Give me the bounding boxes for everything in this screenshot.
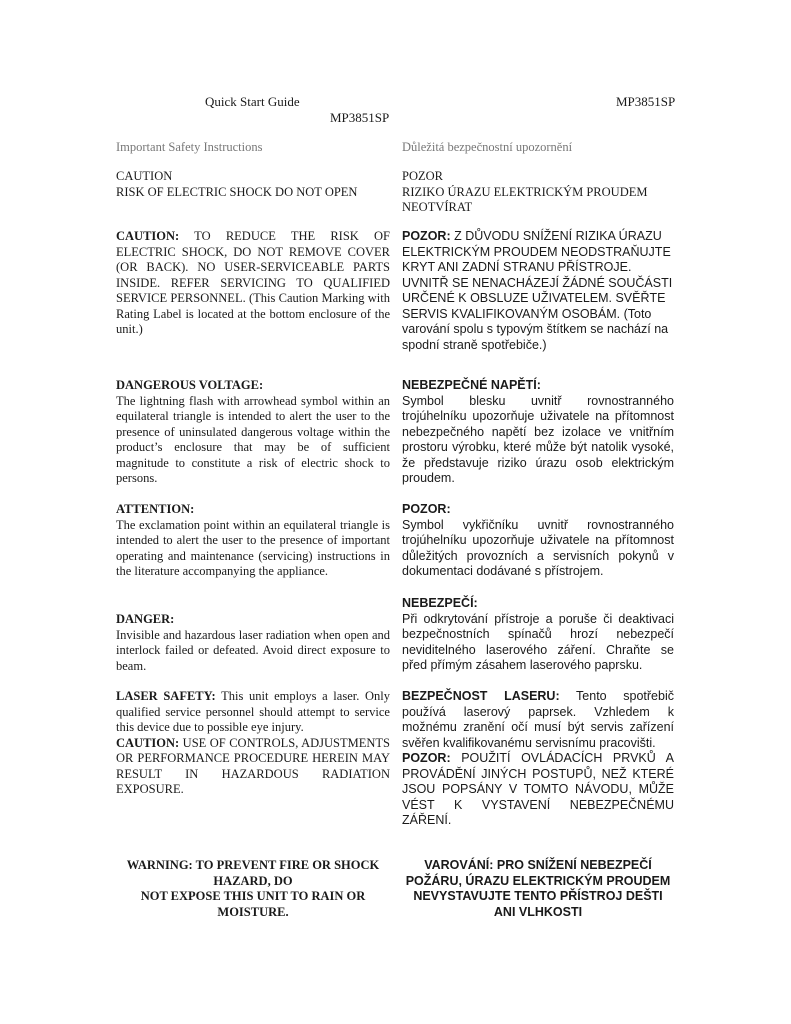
pozor2-text: Symbol vykřičníku uvnitř rovnostranného trojúhelníku upozorňuje uživatele na přítomnost důležitých provozních a servisních pokynů v dokumentaci dodávané s přístrojem.	[402, 517, 674, 578]
pozor3-text: POUŽITÍ OVLÁDACÍCH PRVKŮ A PROVÁDĚNÍ JINÝCH POSTUPŮ, NEŽ KTERÉ JSOU POPSÁNY V TOMTO NÁVODU, MŮŽE VÉST K VYSTAVENÍ NEBEZPEČNÉMU ZÁŘENÍ.	[402, 751, 674, 827]
left-section-title: Important Safety Instructions	[116, 140, 263, 154]
model-number-right: MP3851SP	[616, 94, 676, 109]
right-nebezpeci	[402, 596, 674, 674]
caution-heading: CAUTION	[116, 169, 173, 183]
caution2-label: CAUTION:	[116, 735, 180, 750]
varovani-line-2: NEVYSTAVUJTE TENTO PŘÍSTROJ DEŠTI ANI VLHKOSTI	[413, 889, 663, 919]
napeti-heading: NEBEZPEČNÉ NAPĚTÍ:	[402, 378, 541, 392]
left-dangerous-voltage	[116, 378, 390, 487]
right-napeti	[402, 378, 674, 487]
left-danger	[116, 612, 390, 674]
attention-heading: ATTENTION:	[116, 502, 195, 516]
left-caution-block	[116, 169, 390, 200]
right-pozor-block	[402, 169, 674, 216]
caution-label: CAUTION:	[116, 229, 180, 243]
varovani-line-1: VAROVÁNÍ: PRO SNÍŽENÍ NEBEZPEČÍ POŽÁRU, ÚRAZU ELEKTRICKÝM PROUDEM	[405, 858, 671, 888]
pozor-subheading: RIZIKO ÚRAZU ELEKTRICKÝM PROUDEM NEOTVÍRAT	[402, 184, 648, 214]
left-caution-paragraph	[116, 229, 390, 338]
warning-line-2: NOT EXPOSE THIS UNIT TO RAIN OR MOISTURE.	[140, 889, 366, 919]
model-number-center: MP3851SP	[330, 110, 390, 125]
pozor2-heading: POZOR:	[402, 502, 451, 516]
caution-text: TO REDUCE THE RISK OF ELECTRIC SHOCK, DO NOT REMOVE COVER (OR BACK). NO USER-SERVICEABLE PARTS INSIDE. REFER SERVICING TO QUALIFIED SERVICE PERSONNEL. (This Caution Marking with Rating Label is located at the bottom enclosure of the unit.)	[116, 229, 390, 336]
laser-safety-label: LASER SAFETY:	[116, 689, 216, 703]
dangerous-voltage-heading: DANGEROUS VOLTAGE:	[116, 378, 264, 392]
nebezpeci-heading: NEBEZPEČÍ:	[402, 596, 478, 610]
right-laser-safety	[402, 689, 674, 829]
pozor-heading: POZOR	[402, 169, 443, 183]
warning-line-1: WARNING: TO PREVENT FIRE OR SHOCK HAZARD, DO	[126, 858, 380, 888]
attention-text: The exclamation point within an equilateral triangle is intended to alert the user to the presence of important operating and maintenance (servicing) instructions in the literature accompanying the appliance.	[116, 517, 390, 578]
pozor3-label: POZOR:	[402, 751, 451, 765]
bezpecnost-laseru-text: Tento spotřebič používá laserový paprsek. Vzhledem k možnému zranění očí musí být servis zařízení svěřen kvalifikovanému servisnímu pracovišti.	[402, 689, 674, 750]
right-pozor2	[402, 502, 674, 580]
guide-title: Quick Start Guide	[205, 94, 300, 109]
left-warning	[116, 858, 390, 920]
right-warning	[402, 858, 674, 920]
napeti-text: Symbol blesku uvnitř rovnostranného trojúhelníku upozorňuje uživatele na přítomnost nebezpečného napětí bez izolace ve vnitřním prostoru výrobku, které může být natolik vysoké, že představuje riziko úrazu osob elektrickým proudem.	[402, 393, 674, 485]
bezpecnost-laseru-label: BEZPEČNOST LASERU:	[402, 689, 560, 703]
caution2-text: USE OF CONTROLS, ADJUSTMENTS OR PERFORMANCE PROCEDURE HEREIN MAY RESULT IN HAZARDOUS RADIATION EXPOSURE.	[116, 735, 390, 796]
right-pozor-paragraph	[402, 229, 674, 353]
left-laser-safety	[116, 689, 390, 798]
danger-text: Invisible and hazardous laser radiation when open and interlock failed or defeated. Avoid direct exposure to beam.	[116, 627, 390, 673]
pozor-label: POZOR:	[402, 229, 451, 243]
caution-subheading: RISK OF ELECTRIC SHOCK DO NOT OPEN	[116, 184, 358, 199]
danger-heading: DANGER:	[116, 612, 175, 626]
right-section-title: Důležitá bezpečnostní upozornění	[402, 140, 573, 154]
nebezpeci-text: Při odkrytování přístroje a poruše či deaktivaci bezpečnostních spínačů hrozí nebezpečí neviditelného laserového záření. Chraňte se před přímým zásahem laserového paprsku.	[402, 611, 674, 672]
pozor-text: Z DŮVODU SNÍŽENÍ RIZIKA ÚRAZU ELEKTRICKÝM PROUDEM NEODSTRAŇUJTE KRYT ANI ZADNÍ STRANU PŘÍSTROJE. UVNITŘ SE NENACHÁZEJÍ ŽÁDNÉ SOUČÁSTI URČENÉ K OBSLUZE UŽIVATELEM. SVĚŘTE SERVIS KVALIFIKOVANÝM OSOBÁM. (Toto varování spolu s typovým štítkem se nachází na spodní straně spotřebiče.)	[402, 229, 673, 352]
dangerous-voltage-text: The lightning flash with arrowhead symbol within an equilateral triangle is intended to alert the user to the presence of uninsulated dangerous voltage within the product’s enclosure that may be of sufficient magnitude to constitute a risk of electric shock to persons.	[116, 393, 390, 485]
laser-safety-text: This unit employs a laser. Only qualified service personnel should attempt to service this device due to possible eye injury.	[116, 689, 390, 734]
left-attention	[116, 502, 390, 580]
